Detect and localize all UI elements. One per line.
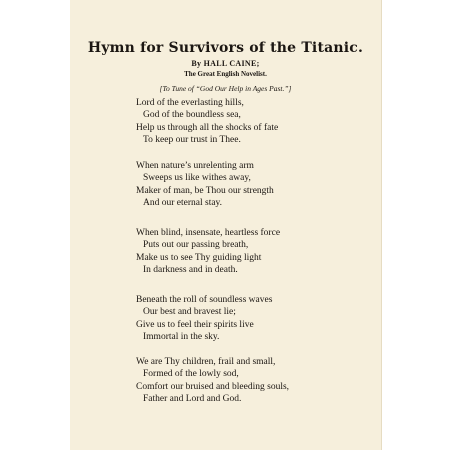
hymn-title: Hymn for Survivors of the Titanic. — [87, 40, 364, 56]
verse-line: Maker of man, be Thou our strength — [136, 185, 274, 196]
verse-line: Help us through all the shocks of fate — [136, 122, 279, 133]
stanza-1 — [136, 97, 278, 147]
stanza-5 — [136, 356, 289, 406]
verse-line: God of the boundless sea, — [143, 110, 241, 121]
verse-line: Make us to see Thy guiding light — [136, 252, 262, 263]
hymn-page — [70, 0, 382, 450]
verse-line: Lord of the everlasting hills, — [136, 98, 244, 108]
verse-line: Immortal in the sky. — [143, 332, 220, 343]
verse-line: Sweeps us like withes away, — [143, 173, 251, 184]
tune-note: [To Tune of “God Our Help in Ages Past.”] — [159, 84, 292, 93]
verse-line: Formed of the lowly sod, — [143, 369, 239, 380]
verse-line: When blind, insensate, heartless force — [136, 228, 281, 238]
verse-line: Puts out our passing breath, — [143, 240, 249, 251]
verse-line: Father and Lord and God. — [143, 394, 242, 405]
stanza-2 — [136, 160, 274, 210]
verse-line: And our eternal stay. — [143, 198, 223, 209]
stanza-4 — [136, 294, 272, 344]
author-description: The Great English Novelist. — [184, 70, 267, 78]
verse-line: When nature’s unrelenting arm — [136, 161, 254, 171]
verse-line: In darkness and in death. — [143, 265, 238, 276]
verse-line: Comfort our bruised and bleeding souls, — [136, 381, 290, 392]
verse-line: To keep our trust in Thee. — [143, 135, 241, 146]
verse-line: Beneath the roll of soundless waves — [136, 295, 273, 305]
verse-line: We are Thy children, frail and small, — [136, 357, 276, 367]
author-line: By HALL CAINE; — [191, 59, 260, 68]
stanza-3 — [136, 227, 280, 277]
verse-line: Our best and bravest lie; — [143, 307, 236, 318]
verse-line: Give us to feel their spirits live — [136, 319, 254, 330]
